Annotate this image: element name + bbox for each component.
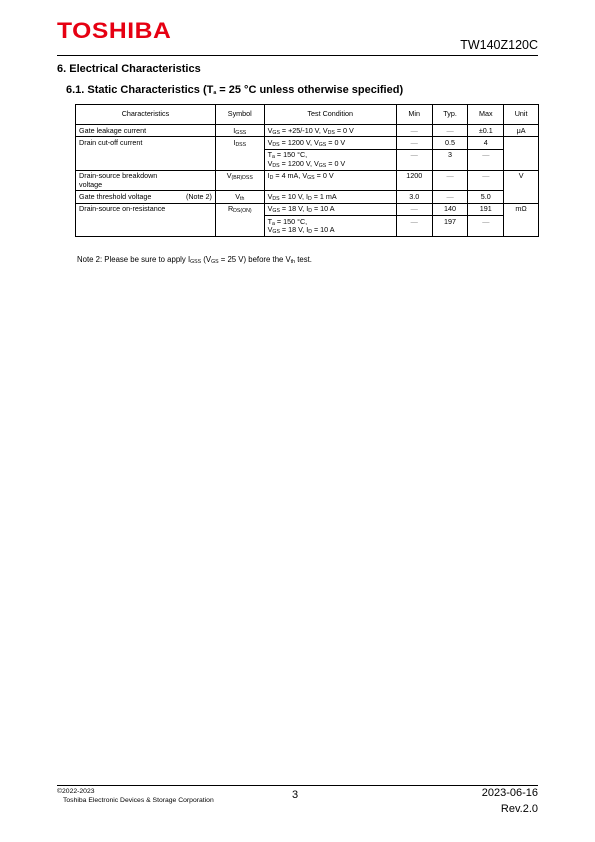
page-number: 3 xyxy=(292,789,299,801)
row-label: Gate threshold voltage (Note 2) xyxy=(76,191,216,203)
toshiba-logo: TOSHIBA xyxy=(57,18,172,43)
row-condition: $V_{DS} = 1200$ V, $V_{GS} = 0$ V xyxy=(264,137,396,149)
row-unit: μA xyxy=(504,125,539,137)
row-symbol: $V_{(BR)DSS}$ xyxy=(215,170,264,191)
col-unit: Unit xyxy=(504,105,539,125)
row-unit: V xyxy=(504,170,539,203)
row-symbol: $R_{DS(ON)}$ xyxy=(215,203,264,236)
footnote-note-2: Note 2: Please be sure to apply $I_{GSS}$ ($V_{GS} = 25$ V) before the $V_{th}$ test. xyxy=(77,255,312,265)
row-label: Drain-source on-resistance xyxy=(76,203,216,236)
row-condition: $T_a = 150$ °C, $V_{DS} = 1200$ V, $V_{GS} = 0$ V xyxy=(264,149,396,170)
table-row xyxy=(76,125,539,137)
section-subtitle: 6.1. Static Characteristics ($T_a = 25$ °C unless otherwise specified) xyxy=(66,84,404,96)
col-max: Max xyxy=(468,105,504,125)
row-condition: $V_{DS} = 10$ V, $I_D = 1$ mA xyxy=(264,191,396,203)
section-title: 6. Electrical Characteristics xyxy=(57,63,201,75)
col-min: Min xyxy=(396,105,432,125)
row-min: 3.0 xyxy=(396,191,432,203)
row-typ: 0.5 xyxy=(432,137,468,149)
row-min: — xyxy=(396,149,432,170)
col-test-condition: Test Condition xyxy=(264,105,396,125)
row-max: 191 xyxy=(468,203,504,215)
part-number: TW140Z120C xyxy=(460,38,538,52)
row-symbol: $I_{GSS}$ xyxy=(215,125,264,137)
row-min: 1200 xyxy=(396,170,432,191)
row-min: — xyxy=(396,203,432,215)
col-symbol: Symbol xyxy=(215,105,264,125)
row-unit: mΩ xyxy=(504,203,539,236)
header-divider xyxy=(57,55,538,56)
note-ref: (Note 2) xyxy=(185,191,212,201)
copyright: ©2022-2023 xyxy=(57,788,95,795)
row-typ: — xyxy=(432,125,468,137)
row-max: — xyxy=(468,149,504,170)
row-unit xyxy=(504,137,539,170)
row-symbol: $I_{DSS}$ xyxy=(215,137,264,170)
row-max: — xyxy=(468,216,504,237)
row-typ: — xyxy=(432,170,468,191)
row-label: Drain cut-off current xyxy=(76,137,216,170)
footer-divider xyxy=(57,785,538,786)
table-row xyxy=(76,170,539,191)
row-min: — xyxy=(396,125,432,137)
row-max: 5.0 xyxy=(468,191,504,203)
row-min: — xyxy=(396,137,432,149)
row-condition: $I_D = 4$ mA, $V_{GS} = 0$ V xyxy=(264,170,396,191)
row-symbol: $V_{th}$ xyxy=(215,191,264,203)
col-characteristics: Characteristics xyxy=(76,105,216,125)
row-condition: $V_{GS} = 18$ V, $I_D = 10$ A xyxy=(264,203,396,215)
row-max: — xyxy=(468,170,504,191)
revision: Rev.2.0 xyxy=(500,803,538,815)
row-min: — xyxy=(396,216,432,237)
row-condition: $V_{GS} = +25/-10$ V, $V_{DS} = 0$ V xyxy=(264,125,396,137)
col-typ: Typ. xyxy=(432,105,468,125)
row-label: Gate leakage current xyxy=(76,125,216,137)
table-header-row xyxy=(76,105,539,125)
row-typ: 3 xyxy=(432,149,468,170)
row-label: Drain-source breakdown voltage xyxy=(76,170,216,191)
company-name: Toshiba Electronic Devices & Storage Corporation xyxy=(63,797,214,804)
row-typ: 197 xyxy=(432,216,468,237)
static-characteristics-table xyxy=(75,104,539,237)
row-max: 4 xyxy=(468,137,504,149)
row-typ: 140 xyxy=(432,203,468,215)
issue-date: 2023-06-16 xyxy=(481,787,538,799)
table-row xyxy=(76,137,539,149)
table-row xyxy=(76,203,539,215)
table-row xyxy=(76,191,539,203)
row-typ: — xyxy=(432,191,468,203)
row-max: ±0.1 xyxy=(468,125,504,137)
row-condition: $T_a = 150$ °C, $V_{GS} = 18$ V, $I_D = 10$ A xyxy=(264,216,396,237)
